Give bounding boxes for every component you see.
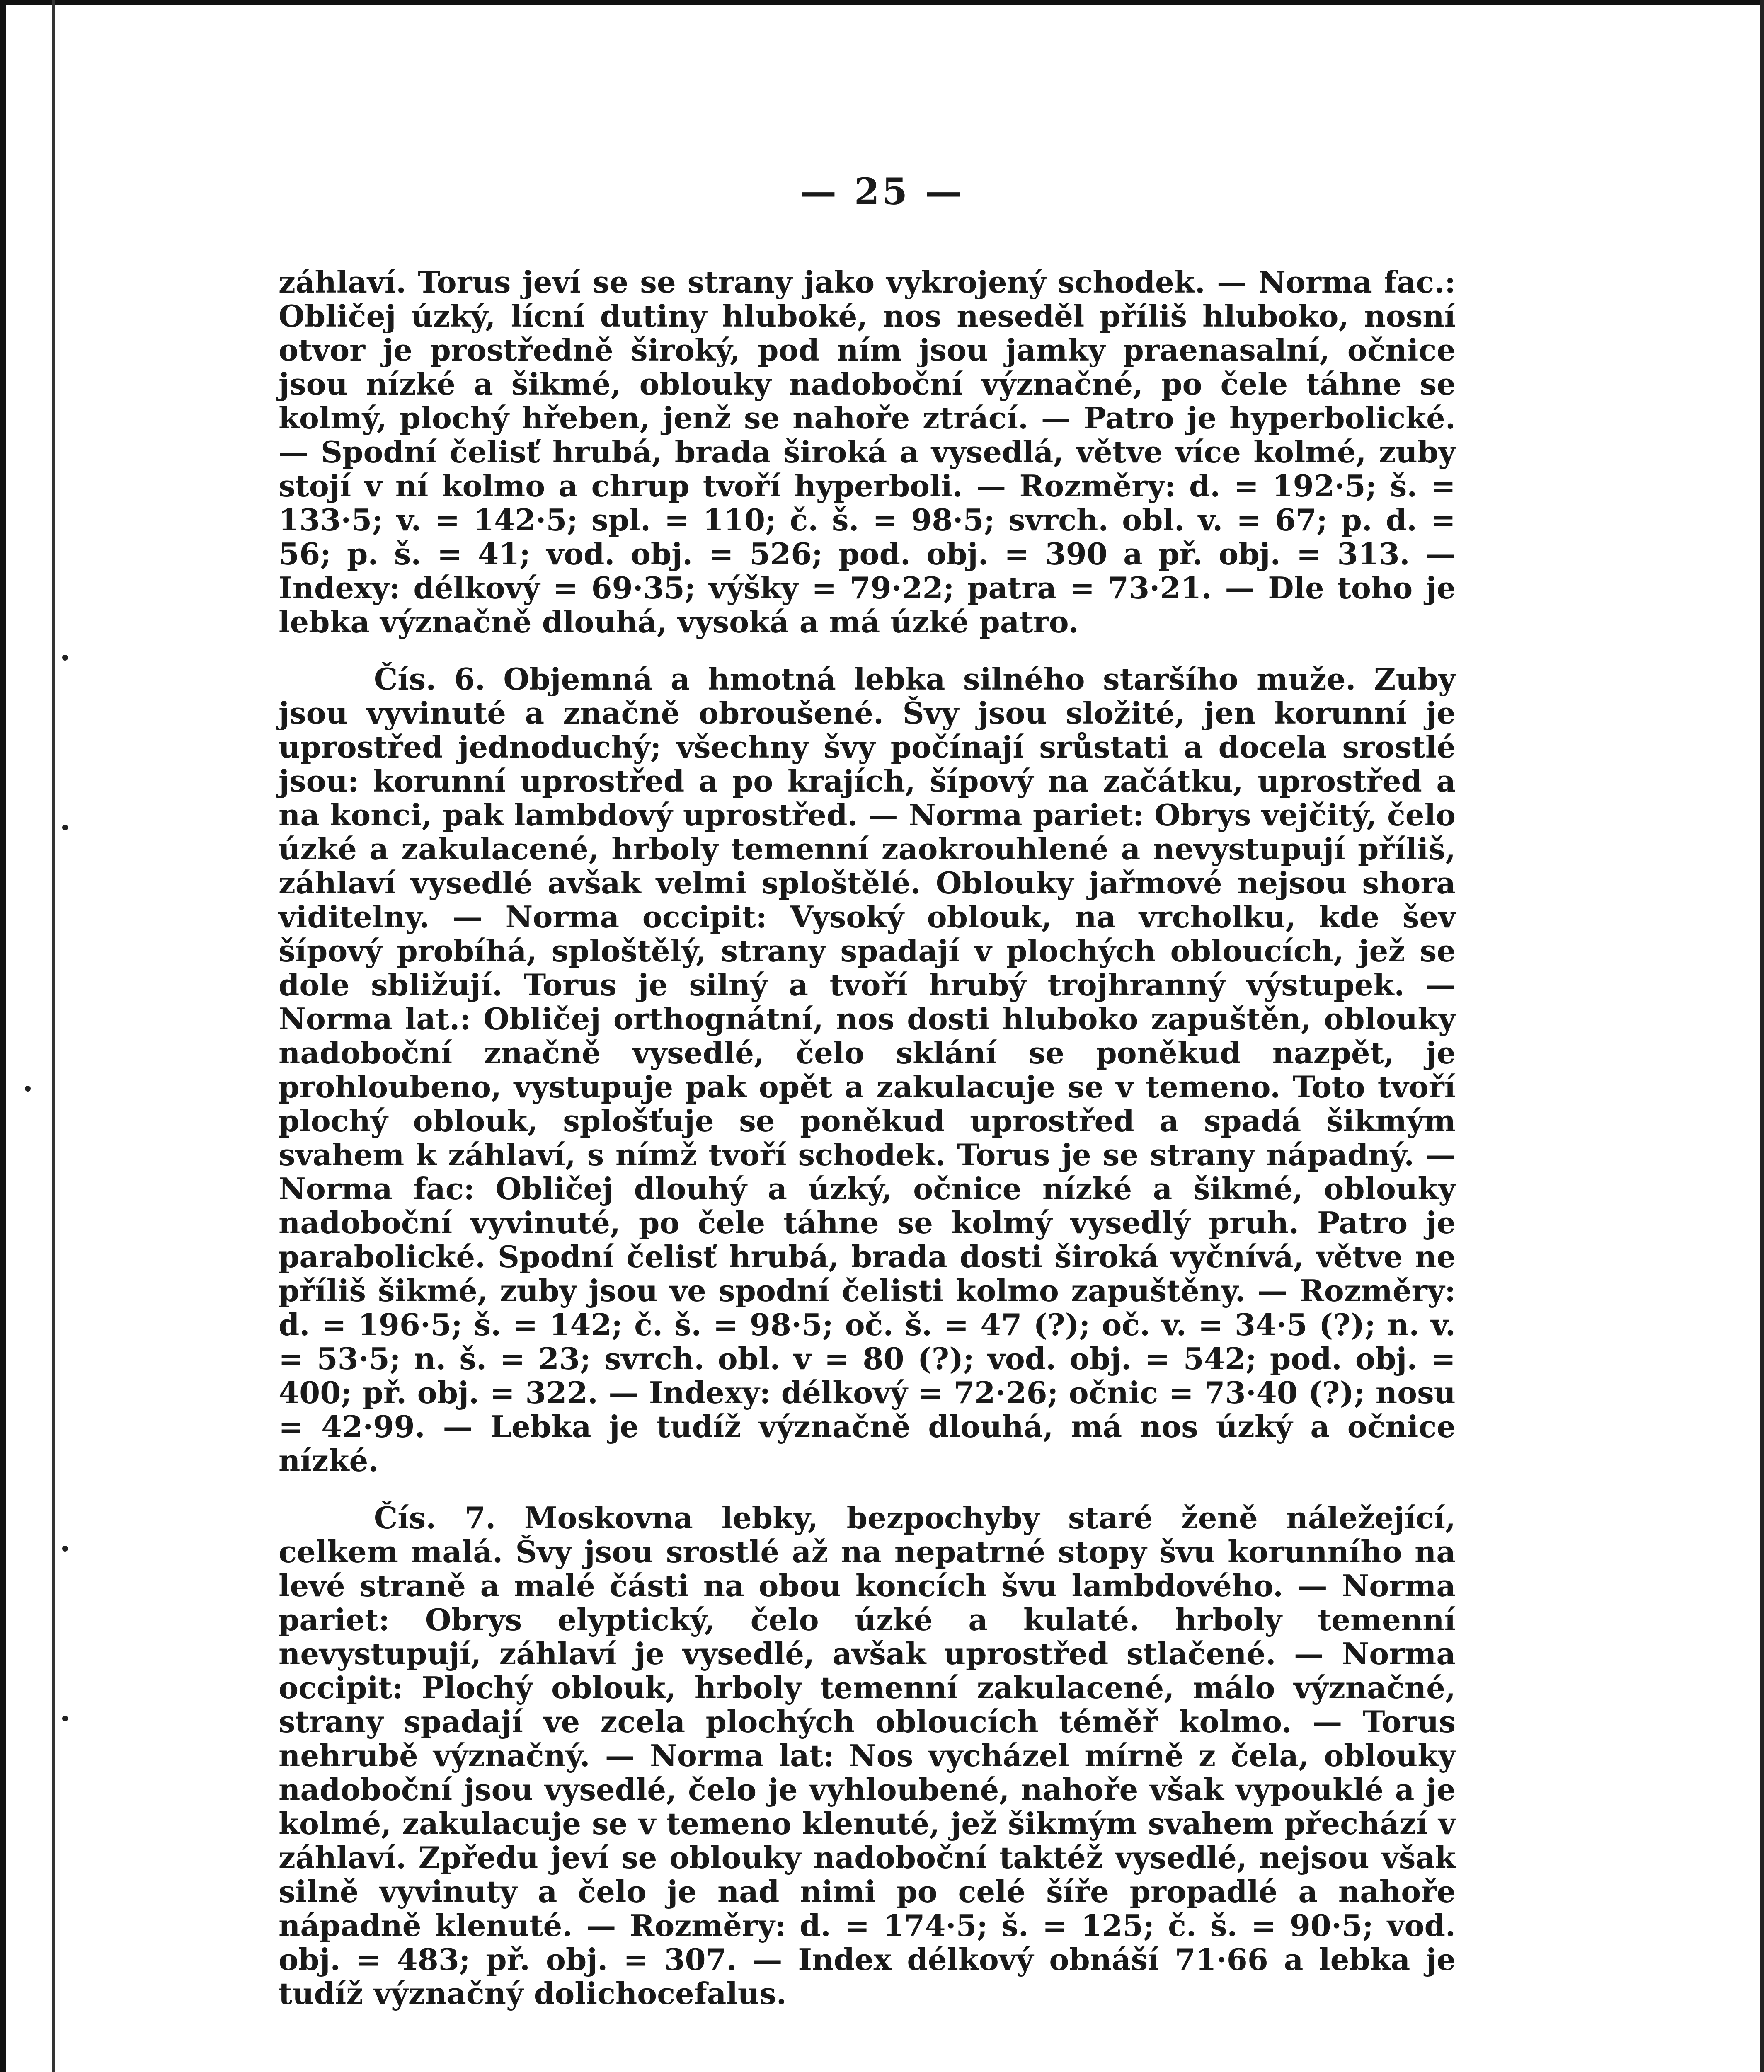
scan-speck <box>62 1716 68 1721</box>
scan-margin-line <box>52 0 55 2072</box>
body-text <box>279 265 1456 2011</box>
page-number: — 25 — <box>800 170 964 213</box>
scan-border-top <box>0 0 1764 5</box>
paragraph-skull-7: Čís. 7. Moskovna lebky, bezpochyby staré ženě náležející, celkem malá. Švy jsou srostlé až na nepatrné stopy švu korunního na levé straně a malé části na obou koncích švu lambdového. — Norma pariet: Obrys elyptický, čelo úzké a kulaté. hrboly temenní nevystupují, záhlaví je vysedlé, avšak uprostřed stlačené. — Norma occipit: Plochý oblouk, hrboly temenní zakulacené, málo význačné, strany spadají ve zcela plochých obloucích téměř kolmo. — Torus nehrubě význačný. — Norma lat: Nos vycházel mírně z čela, oblouky nadoboční jsou vysedlé, čelo je vyhloubené, nahoře však vypouklé a je kolmé, zakulacuje se v temeno klenuté, jež šikmým svahem přechází v záhlaví. Zpředu jeví se oblouky nadoboční taktéž vysedlé, nejsou však silně vyvinuty a čelo je nad nimi po celé šíře propadlé a nahoře nápadně klenuté. — Rozměry: d. = 174·5; š. = 125; č. š. = 90·5; vod. obj. = 483; př. obj. = 307. — Index délkový obnáší 71·66 a lebka je tudíž význačný dolichocefalus. <box>279 1500 1456 2011</box>
scan-border-left <box>0 0 6 2072</box>
scan-border-right <box>1760 0 1764 2072</box>
scan-speck <box>62 655 68 661</box>
paragraph-skull-6: Čís. 6. Objemná a hmotná lebka silného staršího muže. Zuby jsou vyvinuté a značně obroušené. Švy jsou složité, jen korunní je uprostřed jednoduchý; všechny švy počínají srůstati a docela srostlé jsou: korunní uprostřed a po krajích, šípový na začátku, uprostřed a na konci, pak lambdový uprostřed. — Norma pariet: Obrys vejčitý, čelo úzké a zakulacené, hrboly temenní zaokrouhlené a nevystupují příliš, záhlaví vysedlé avšak velmi sploštělé. Oblouky jařmové nejsou shora viditelny. — Norma occipit: Vysoký oblouk, na vrcholku, kde šev šípový probíhá, sploštělý, strany spadají v plochých obloucích, jež se dole sbližují. Torus je silný a tvoří hrubý trojhranný výstupek. — Norma lat.: Obličej orthognátní, nos dosti hluboko zapuštěn, oblouky nadoboční značně vysedlé, čelo sklání se poněkud nazpět, je prohloubeno, vystupuje pak opět a zakulacuje se v temeno. Toto tvoří plochý oblouk, splošťuje se poněkud uprostřed a spadá šikmým svahem k záhlaví, s nímž tvoří schodek. Torus je se strany nápadný. — Norma fac: Obličej dlouhý a úzký, očnice nízké a šikmé, oblouky nadoboční vyvinuté, po čele táhne se kolmý vysedlý pruh. Patro je parabolické. Spodní čelisť hrubá, brada dosti široká vyčnívá, větve ne příliš šikmé, zuby jsou ve spodní čelisti kolmo zapuštěny. — Rozměry: d. = 196·5; š. = 142; č. š. = 98·5; oč. š. = 47 (?); oč. v. = 34·5 (?); n. v. = 53·5; n. š. = 23; svrch. obl. v = 80 (?); vod. obj. = 542; pod. obj. = 400; př. obj. = 322. — Indexy: délkový = 72·26; očnic = 73·40 (?); nosu = 42·99. — Lebka je tudíž význačně dlouhá, má nos úzký a očnice nízké. <box>279 661 1456 1478</box>
scan-speck <box>25 1086 31 1092</box>
paragraph-continuation: záhlaví. Torus jeví se se strany jako vykrojený schodek. — Norma fac.: Obličej úzký, lícní dutiny hluboké, nos neseděl příliš hluboko, nosní otvor je prostředně široký, pod ním jsou jamky praenasalní, očnice jsou nízké a šikmé, oblouky nadoboční význačné, po čele táhne se kolmý, plochý hřeben, jenž se nahoře ztrácí. — Patro je hyperbolické. — Spodní čelisť hrubá, brada široká a vysedlá, větve více kolmé, zuby stojí v ní kolmo a chrup tvoří hyperboli. — Rozměry: d. = 192·5; š. = 133·5; v. = 142·5; spl. = 110; č. š. = 98·5; svrch. obl. v. = 67; p. d. = 56; p. š. = 41; vod. obj. = 526; pod. obj. = 390 a př. obj. = 313. — Indexy: délkový = 69·35; výšky = 79·22; patra = 73·21. — Dle toho je lebka význačně dlouhá, vysoká a má úzké patro. <box>279 264 1456 639</box>
scan-speck <box>62 825 68 830</box>
scan-speck <box>62 1546 68 1552</box>
